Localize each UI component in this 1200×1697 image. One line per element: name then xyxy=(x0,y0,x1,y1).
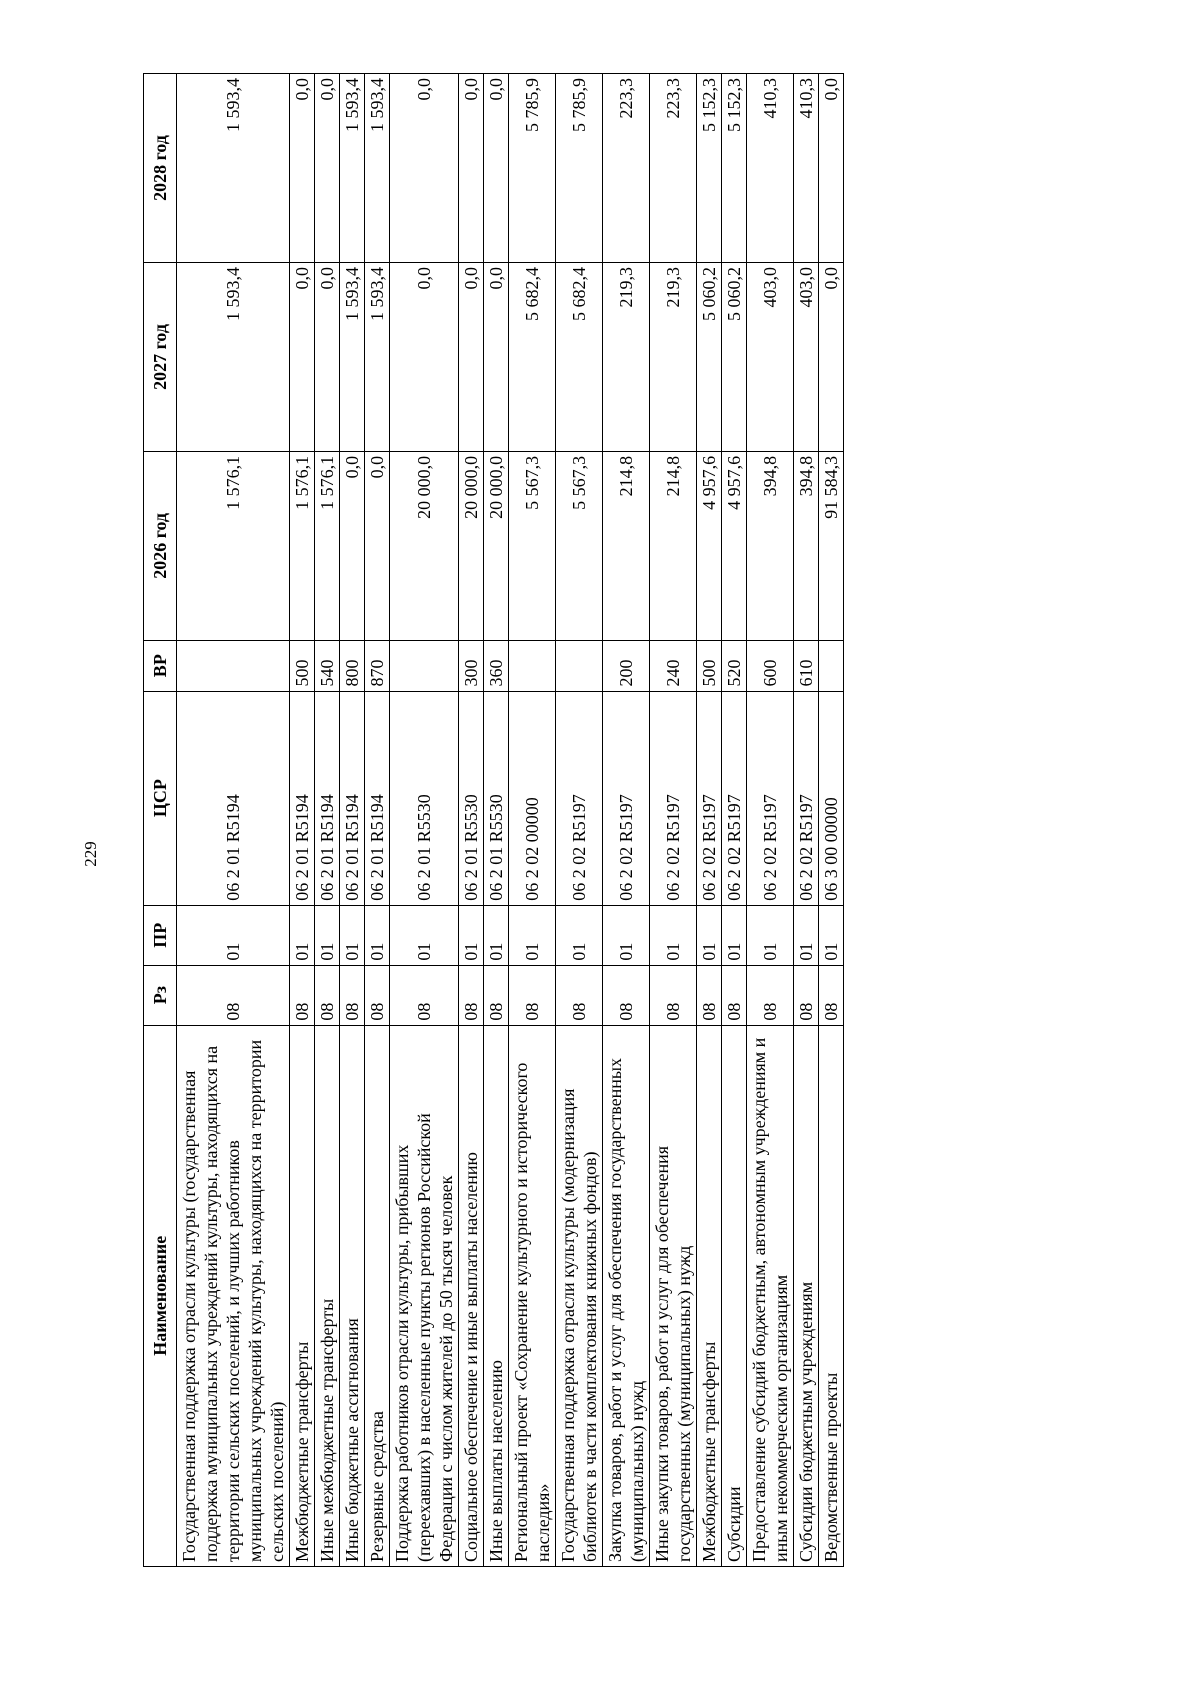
cell-pr: 01 xyxy=(340,905,365,965)
cell-pr: 01 xyxy=(794,905,819,965)
cell-2026: 5 567,3 xyxy=(509,451,556,640)
cell-pr: 01 xyxy=(556,905,603,965)
cell-2026: 20 000,0 xyxy=(484,451,509,640)
table-row xyxy=(819,74,844,1567)
cell-rz: 08 xyxy=(290,965,315,1025)
cell-rz: 08 xyxy=(794,965,819,1025)
cell-csr: 06 2 02 R5197 xyxy=(697,691,722,905)
cell-csr: 06 2 02 R5197 xyxy=(650,691,697,905)
cell-2028: 0,0 xyxy=(459,74,484,263)
budget-table-container xyxy=(143,73,1069,1567)
budget-table xyxy=(143,73,844,1567)
cell-name: Предоставление субсидий бюджетным, автономным учреждениям и иным некоммерческим организациям xyxy=(747,1025,794,1566)
table-row xyxy=(365,74,390,1567)
table-row xyxy=(315,74,340,1567)
cell-2028: 0,0 xyxy=(390,74,459,263)
cell-2026: 214,8 xyxy=(603,451,650,640)
cell-2028: 1 593,4 xyxy=(365,74,390,263)
cell-name: Закупка товаров, работ и услуг для обеспечения государственных (муниципальных) нужд xyxy=(603,1025,650,1566)
cell-name: Иные закупки товаров, работ и услуг для обеспечения государственных (муниципальных) нужд xyxy=(650,1025,697,1566)
cell-2027: 5 060,2 xyxy=(722,262,747,451)
page-number: 229 xyxy=(81,841,100,867)
cell-name: Иные межбюджетные трансферты xyxy=(315,1025,340,1566)
cell-csr: 06 2 02 R5197 xyxy=(603,691,650,905)
cell-pr: 01 xyxy=(697,905,722,965)
cell-2028: 410,3 xyxy=(747,74,794,263)
cell-2026: 394,8 xyxy=(747,451,794,640)
cell-name: Резервные средства xyxy=(365,1025,390,1566)
cell-vr: 360 xyxy=(484,640,509,691)
table-row xyxy=(509,74,556,1567)
cell-pr: 01 xyxy=(603,905,650,965)
table-row xyxy=(794,74,819,1567)
cell-csr: 06 2 01 R5194 xyxy=(365,691,390,905)
cell-vr xyxy=(509,640,556,691)
cell-rz: 08 xyxy=(819,965,844,1025)
cell-csr: 06 2 01 R5530 xyxy=(484,691,509,905)
cell-2026: 1 576,1 xyxy=(315,451,340,640)
cell-2028: 1 593,4 xyxy=(340,74,365,263)
cell-2028: 5 785,9 xyxy=(509,74,556,263)
cell-vr: 500 xyxy=(290,640,315,691)
header-2026: 2026 год xyxy=(144,451,177,640)
cell-2028: 223,3 xyxy=(603,74,650,263)
cell-vr xyxy=(556,640,603,691)
cell-2027: 0,0 xyxy=(459,262,484,451)
table-row xyxy=(650,74,697,1567)
cell-pr: 01 xyxy=(650,905,697,965)
cell-pr: 01 xyxy=(722,905,747,965)
cell-name: Государственная поддержка отрасли культуры (государственная поддержка муниципальных учреждений культуры, находящихся на территории сельских поселений, и лучших работников муниципальных учреждений культуры, находящихся на территории сельских поселений) xyxy=(177,1025,290,1566)
cell-vr: 520 xyxy=(722,640,747,691)
cell-csr: 06 2 01 R5194 xyxy=(177,691,290,905)
cell-2027: 5 060,2 xyxy=(697,262,722,451)
cell-name: Региональный проект «Сохранение культурного и исторического наследия» xyxy=(509,1025,556,1566)
header-vr: ВР xyxy=(144,640,177,691)
cell-2027: 219,3 xyxy=(603,262,650,451)
cell-csr: 06 2 02 R5197 xyxy=(747,691,794,905)
cell-rz: 08 xyxy=(340,965,365,1025)
cell-vr: 600 xyxy=(747,640,794,691)
cell-2026: 4 957,6 xyxy=(697,451,722,640)
cell-rz: 08 xyxy=(556,965,603,1025)
table-row xyxy=(290,74,315,1567)
cell-csr: 06 2 02 R5197 xyxy=(794,691,819,905)
cell-2028: 223,3 xyxy=(650,74,697,263)
cell-2026: 91 584,3 xyxy=(819,451,844,640)
cell-rz: 08 xyxy=(484,965,509,1025)
cell-pr: 01 xyxy=(747,905,794,965)
cell-csr: 06 2 02 R5197 xyxy=(556,691,603,905)
cell-2026: 214,8 xyxy=(650,451,697,640)
cell-2028: 5 785,9 xyxy=(556,74,603,263)
header-csr: ЦСР xyxy=(144,691,177,905)
cell-2027: 1 593,4 xyxy=(365,262,390,451)
cell-pr: 01 xyxy=(819,905,844,965)
cell-pr: 01 xyxy=(484,905,509,965)
cell-vr: 540 xyxy=(315,640,340,691)
cell-rz: 08 xyxy=(459,965,484,1025)
cell-2027: 219,3 xyxy=(650,262,697,451)
cell-2027: 0,0 xyxy=(390,262,459,451)
cell-rz: 08 xyxy=(177,965,290,1025)
cell-2027: 403,0 xyxy=(794,262,819,451)
cell-2026: 0,0 xyxy=(365,451,390,640)
cell-vr: 300 xyxy=(459,640,484,691)
cell-2026: 4 957,6 xyxy=(722,451,747,640)
cell-2027: 1 593,4 xyxy=(177,262,290,451)
table-row xyxy=(340,74,365,1567)
cell-name: Поддержка работников отрасли культуры, прибывших (переехавших) в населенные пункты регионов Российской Федерации с числом жителей до 50 тысяч человек xyxy=(390,1025,459,1566)
cell-vr xyxy=(390,640,459,691)
cell-csr: 06 2 02 00000 xyxy=(509,691,556,905)
cell-pr: 01 xyxy=(177,905,290,965)
cell-name: Межбюджетные трансферты xyxy=(290,1025,315,1566)
cell-csr: 06 2 01 R5530 xyxy=(459,691,484,905)
cell-2026: 1 576,1 xyxy=(290,451,315,640)
cell-name: Государственная поддержка отрасли культуры (модернизация библиотек в части комплектования книжных фондов) xyxy=(556,1025,603,1566)
cell-pr: 01 xyxy=(509,905,556,965)
cell-2028: 5 152,3 xyxy=(722,74,747,263)
cell-vr: 200 xyxy=(603,640,650,691)
cell-csr: 06 2 02 R5197 xyxy=(722,691,747,905)
table-row xyxy=(556,74,603,1567)
cell-rz: 08 xyxy=(747,965,794,1025)
cell-2027: 0,0 xyxy=(315,262,340,451)
cell-2028: 1 593,4 xyxy=(177,74,290,263)
table-row xyxy=(603,74,650,1567)
cell-rz: 08 xyxy=(722,965,747,1025)
cell-pr: 01 xyxy=(390,905,459,965)
cell-2028: 5 152,3 xyxy=(697,74,722,263)
table-row xyxy=(177,74,290,1567)
cell-csr: 06 2 01 R5194 xyxy=(315,691,340,905)
cell-rz: 08 xyxy=(509,965,556,1025)
cell-2027: 403,0 xyxy=(747,262,794,451)
table-body xyxy=(177,74,844,1567)
cell-2028: 0,0 xyxy=(819,74,844,263)
header-rz: Рз xyxy=(144,965,177,1025)
cell-vr: 610 xyxy=(794,640,819,691)
cell-vr: 240 xyxy=(650,640,697,691)
cell-2027: 5 682,4 xyxy=(509,262,556,451)
cell-csr: 06 3 00 00000 xyxy=(819,691,844,905)
cell-2026: 394,8 xyxy=(794,451,819,640)
cell-vr xyxy=(819,640,844,691)
cell-pr: 01 xyxy=(315,905,340,965)
cell-name: Социальное обеспечение и иные выплаты населению xyxy=(459,1025,484,1566)
cell-pr: 01 xyxy=(365,905,390,965)
table-row xyxy=(722,74,747,1567)
cell-2026: 20 000,0 xyxy=(390,451,459,640)
cell-vr: 800 xyxy=(340,640,365,691)
cell-vr xyxy=(177,640,290,691)
cell-name: Иные выплаты населению xyxy=(484,1025,509,1566)
cell-vr: 870 xyxy=(365,640,390,691)
cell-2028: 0,0 xyxy=(290,74,315,263)
cell-name: Ведомственные проекты xyxy=(819,1025,844,1566)
header-pr: ПР xyxy=(144,905,177,965)
cell-rz: 08 xyxy=(603,965,650,1025)
table-row xyxy=(747,74,794,1567)
cell-2027: 0,0 xyxy=(290,262,315,451)
cell-name: Субсидии бюджетным учреждениям xyxy=(794,1025,819,1566)
cell-2026: 20 000,0 xyxy=(459,451,484,640)
cell-rz: 08 xyxy=(365,965,390,1025)
cell-rz: 08 xyxy=(650,965,697,1025)
table-header-row xyxy=(144,74,177,1567)
table-row xyxy=(390,74,459,1567)
cell-name: Иные бюджетные ассигнования xyxy=(340,1025,365,1566)
table-row xyxy=(459,74,484,1567)
header-name: Наименование xyxy=(144,1025,177,1566)
cell-name: Субсидии xyxy=(722,1025,747,1566)
cell-vr: 500 xyxy=(697,640,722,691)
cell-pr: 01 xyxy=(459,905,484,965)
cell-2027: 1 593,4 xyxy=(340,262,365,451)
cell-2028: 410,3 xyxy=(794,74,819,263)
cell-2027: 0,0 xyxy=(484,262,509,451)
cell-csr: 06 2 01 R5194 xyxy=(290,691,315,905)
cell-rz: 08 xyxy=(390,965,459,1025)
cell-2027: 0,0 xyxy=(819,262,844,451)
cell-2028: 0,0 xyxy=(315,74,340,263)
table-row xyxy=(697,74,722,1567)
cell-2028: 0,0 xyxy=(484,74,509,263)
cell-csr: 06 2 01 R5530 xyxy=(390,691,459,905)
header-2028: 2028 год xyxy=(144,74,177,263)
cell-2026: 0,0 xyxy=(340,451,365,640)
cell-csr: 06 2 01 R5194 xyxy=(340,691,365,905)
header-2027: 2027 год xyxy=(144,262,177,451)
cell-2027: 5 682,4 xyxy=(556,262,603,451)
cell-pr: 01 xyxy=(290,905,315,965)
cell-2026: 5 567,3 xyxy=(556,451,603,640)
cell-rz: 08 xyxy=(315,965,340,1025)
cell-rz: 08 xyxy=(697,965,722,1025)
cell-2026: 1 576,1 xyxy=(177,451,290,640)
table-row xyxy=(484,74,509,1567)
cell-name: Межбюджетные трансферты xyxy=(697,1025,722,1566)
